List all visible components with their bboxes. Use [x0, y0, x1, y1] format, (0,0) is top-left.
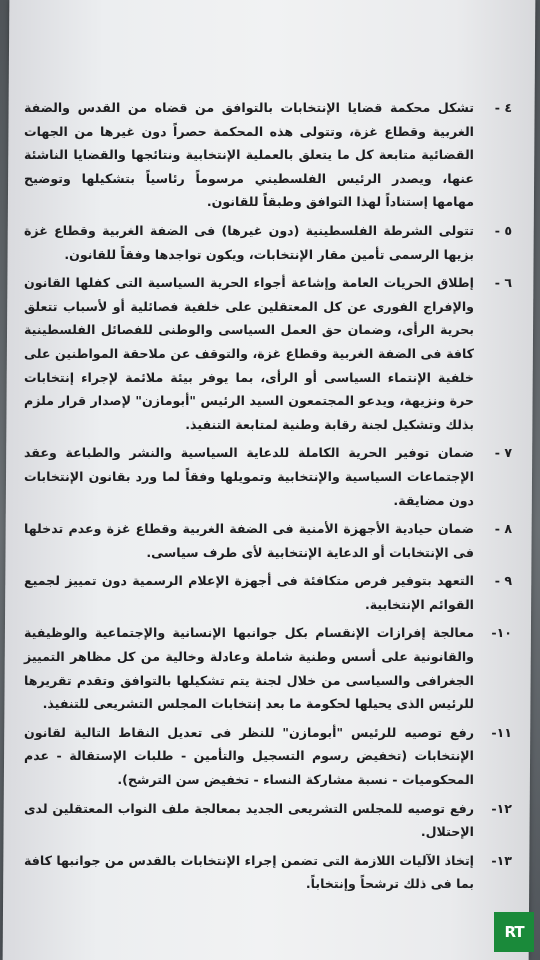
list-item: [24, 219, 512, 266]
list-item: [24, 517, 512, 564]
list-item: [24, 721, 512, 792]
item-text: رفع توصيه للمجلس التشريعى الجديد بمعالجة ملف النواب المعتقلين لدى الإحتلال.: [24, 800, 474, 840]
item-text: معالجة إفرازات الإنقسام بكل جوانبها الإنسانية والإجتماعية والوظيفية والقانونية على أسس وطنية شاملة وعادلة وخالية من كل مظاهر التمييز الجغرافى والسياسى من خلال لجنة يتم تشكيلها بالتوافق وتقدم تقريرها للرئيس الذى يحيلها لحكومة ما بعد إنتخابات المجلس التشريعى للتنفيذ.: [24, 625, 474, 712]
item-number: ٩ -: [494, 573, 512, 589]
rt-logo-label: RT: [504, 923, 524, 941]
item-number: ١٠-: [491, 625, 512, 641]
item-number: ٧ -: [494, 445, 512, 461]
item-number: ٦ -: [494, 275, 512, 291]
item-text: رفع توصيه للرئيس "أبومازن" للنظر فى تعديل النقاط التالية لقانون الإنتخابات (تخفيض رسوم التسجيل والتأمين - طلبات الإستقالة - عدم المحكوميات - نسبة مشاركة النساء - تخفيض سن الترشح).: [24, 724, 474, 788]
list-item: [24, 621, 512, 715]
rt-logo: [494, 912, 534, 952]
item-text: ضمان توفير الحرية الكاملة للدعاية السياسية والنشر والطباعة وعقد الإجتماعات السياسية والإنتخابية وتمويلها وفقاً لما ورد بقانون الإنتخابات دون مضايقة.: [24, 445, 474, 508]
list-item: [24, 271, 512, 436]
item-text: إطلاق الحريات العامة وإشاعة أجواء الحرية السياسية التى كفلها القانون والإفراج الفورى عن كل المعتقلين على خلفية فصائلية أو لأسباب تتعلق بحرية الرأى، وضمان حق العمل السياسى والوطنى للفصائل الفلسطينية كافة فى الضفة الغربية وقطاع غزة، والتوقف عن ملاحقة المواطنين على خلفية الإنتماء السياسى أو الرأى، بما يوفر بيئة ملائمة لإجراء إنتخابات حرة ونزيهة، ويدعو المجتمعون السيد الرئيس "أبومازن" لإصدار قرار ملزم بذلك وتشكيل لجنة رقابة وطنية لمتابعة التنفيذ.: [24, 275, 474, 432]
item-number: ٤ -: [494, 100, 512, 115]
item-text: تتولى الشرطة الفلسطينية (دون غيرها) فى الضفة الغربية وقطاع غزة بزيها الرسمى تأمين مقار الإنتخابات، ويكون تواجدها وفقاً للقانون.: [24, 222, 474, 262]
item-number: ٨ -: [494, 521, 512, 537]
document-body: [24, 96, 512, 901]
item-number: ١٣-: [491, 852, 512, 868]
item-text: ضمان حيادية الأجهزة الأمنية فى الضفة الغربية وقطاع غزة وعدم تدخلها فى الإنتخابات أو الدعاية الإنتخابية لأى طرف سياسى.: [24, 521, 474, 560]
item-number: ١٢-: [491, 800, 512, 816]
list-item: [24, 96, 512, 214]
item-text: تشكل محكمة قضايا الإنتخابات بالتوافق من قضاه من القدس والضفة الغربية وقطاع غزة، وتتولى هذه المحكمة حصراً دون غيرها من الجهات القضائية متابعة كل ما يتعلق بالعملية الإنتخابية ونتائجها والقضايا الناشئة عنها، ويصدر الرئيس الفلسطيني مرسوماً رئاسياً بتشكيلها وتوضيح مهامها إستناداً لهذا التوافق وطبقاً للقانون.: [24, 100, 474, 210]
list-item: [24, 441, 512, 512]
item-number: ١١-: [491, 724, 512, 740]
list-item: [24, 797, 512, 844]
list-item: [24, 569, 512, 616]
list-item: [24, 849, 512, 896]
item-text: إتخاذ الآليات اللازمة التى تضمن إجراء الإنتخابات بالقدس من جوانبها كافة بما فى ذلك ترشحاً وإنتخاباً.: [24, 852, 474, 892]
item-text: التعهد بتوفير فرص متكافئة فى أجهزة الإعلام الرسمية دون تمييز لجميع القوائم الإنتخابية.: [24, 573, 474, 612]
item-number: ٥ -: [494, 222, 512, 238]
